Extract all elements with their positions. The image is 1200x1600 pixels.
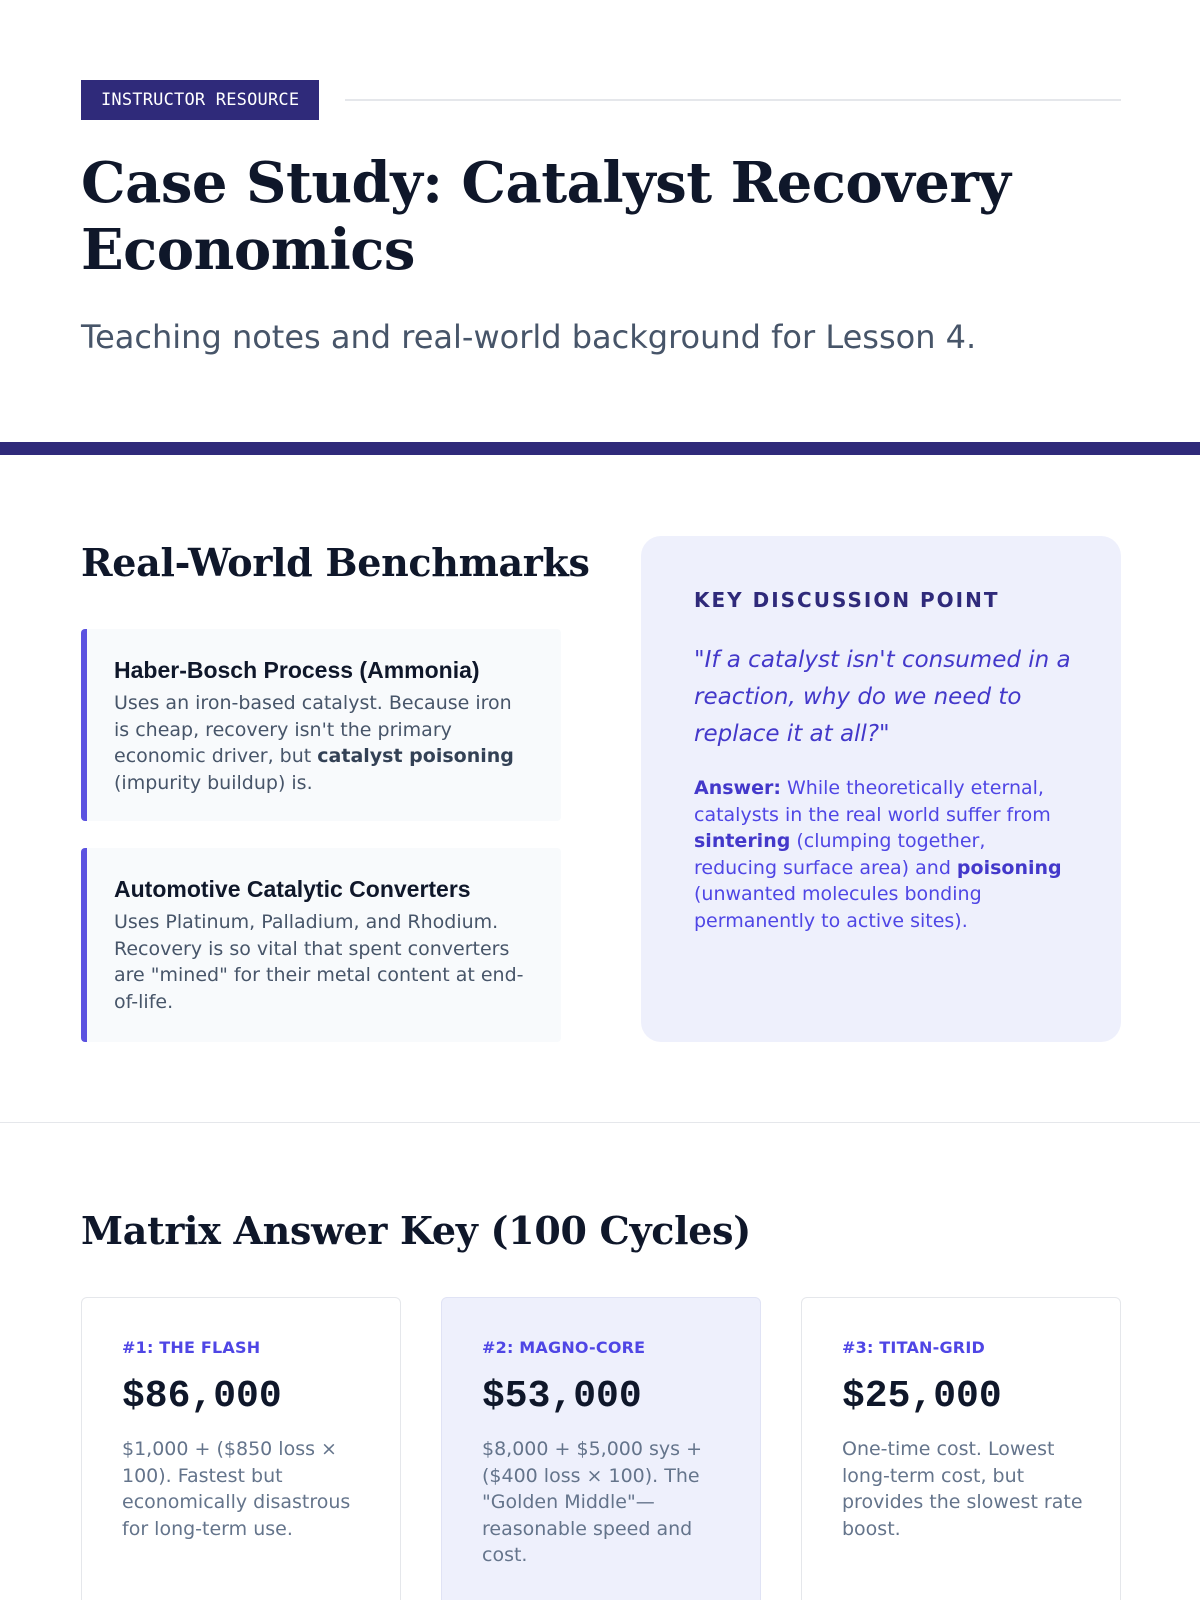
matrix-card-description: One-time cost. Lowest long-term cost, but provides the slowest rate boost.: [842, 1438, 1083, 1540]
badge-divider: [345, 99, 1121, 101]
discussion-answer: [694, 775, 1071, 934]
benchmark-card-text: [114, 690, 527, 796]
benchmark-card-title: Automotive Catalytic Converters: [114, 876, 471, 902]
benchmark-text-part: (impurity buildup) is.: [114, 771, 313, 794]
matrix-card-label: #2: MAGNO-CORE: [482, 1338, 646, 1357]
benchmark-card-text: Uses Platinum, Palladium, and Rhodium. Recovery is so vital that spent converters are "mined" for their metal content at end-of-life.: [114, 911, 524, 1013]
matrix-card-label: #1: THE FLASH: [122, 1338, 261, 1357]
benchmark-card-catalytic-converters: [81, 848, 561, 1042]
matrix-card-magno-core: [441, 1297, 761, 1600]
matrix-card-titan-grid: [801, 1297, 1121, 1600]
section-divider: [0, 1122, 1200, 1123]
benchmark-card-title: Haber-Bosch Process (Ammonia): [114, 657, 480, 683]
matrix-card-label: #3: TITAN-GRID: [842, 1338, 985, 1357]
benchmark-bold-term: catalyst poisoning: [317, 745, 514, 767]
answer-term-sintering: sintering: [694, 830, 791, 852]
answer-term-poisoning: poisoning: [956, 856, 1062, 879]
answer-text-part: (unwanted molecules bonding permanently to active sites).: [694, 883, 982, 932]
badge-row: [81, 80, 1121, 120]
matrix-card-the-flash: [81, 1297, 401, 1600]
page-subtitle: Teaching notes and real-world background for Lesson 4.: [81, 318, 977, 356]
matrix-title: Matrix Answer Key (100 Cycles): [81, 1208, 751, 1253]
page-title: Case Study: Catalyst Recovery Economics: [81, 150, 1011, 283]
matrix-card-amount: $86,000: [122, 1375, 282, 1418]
instructor-resource-badge: INSTRUCTOR RESOURCE: [81, 80, 319, 120]
benchmark-card-haber-bosch: [81, 629, 561, 821]
benchmarks-title: Real-World Benchmarks: [81, 540, 590, 585]
matrix-card-description: $8,000 + $5,000 sys + ($400 loss × 100). The "Golden Middle"—reasonable speed and cost.: [482, 1438, 703, 1566]
matrix-card-amount: $25,000: [842, 1375, 1002, 1418]
answer-text-part: While theoretically eternal, catalysts in the real world suffer from: [694, 777, 1051, 826]
discussion-kicker: KEY DISCUSSION POINT: [694, 588, 1000, 612]
key-discussion-panel: [641, 536, 1121, 1042]
matrix-card-amount: $53,000: [482, 1375, 642, 1418]
answer-label: Answer:: [694, 777, 781, 799]
page-header: [81, 80, 1121, 356]
answer-text-part: (clumping together, reducing surface area) and: [694, 830, 986, 879]
matrix-card-description: $1,000 + ($850 loss × 100). Fastest but economically disastrous for long-term use.: [122, 1438, 351, 1540]
header-band: [0, 442, 1200, 455]
discussion-quote: "If a catalyst isn't consumed in a reaction, why do we need to replace it at all?": [694, 647, 1071, 747]
benchmark-text-part: Uses an iron-based catalyst. Because iron is cheap, recovery isn't the primary economic driver, but: [114, 692, 512, 767]
